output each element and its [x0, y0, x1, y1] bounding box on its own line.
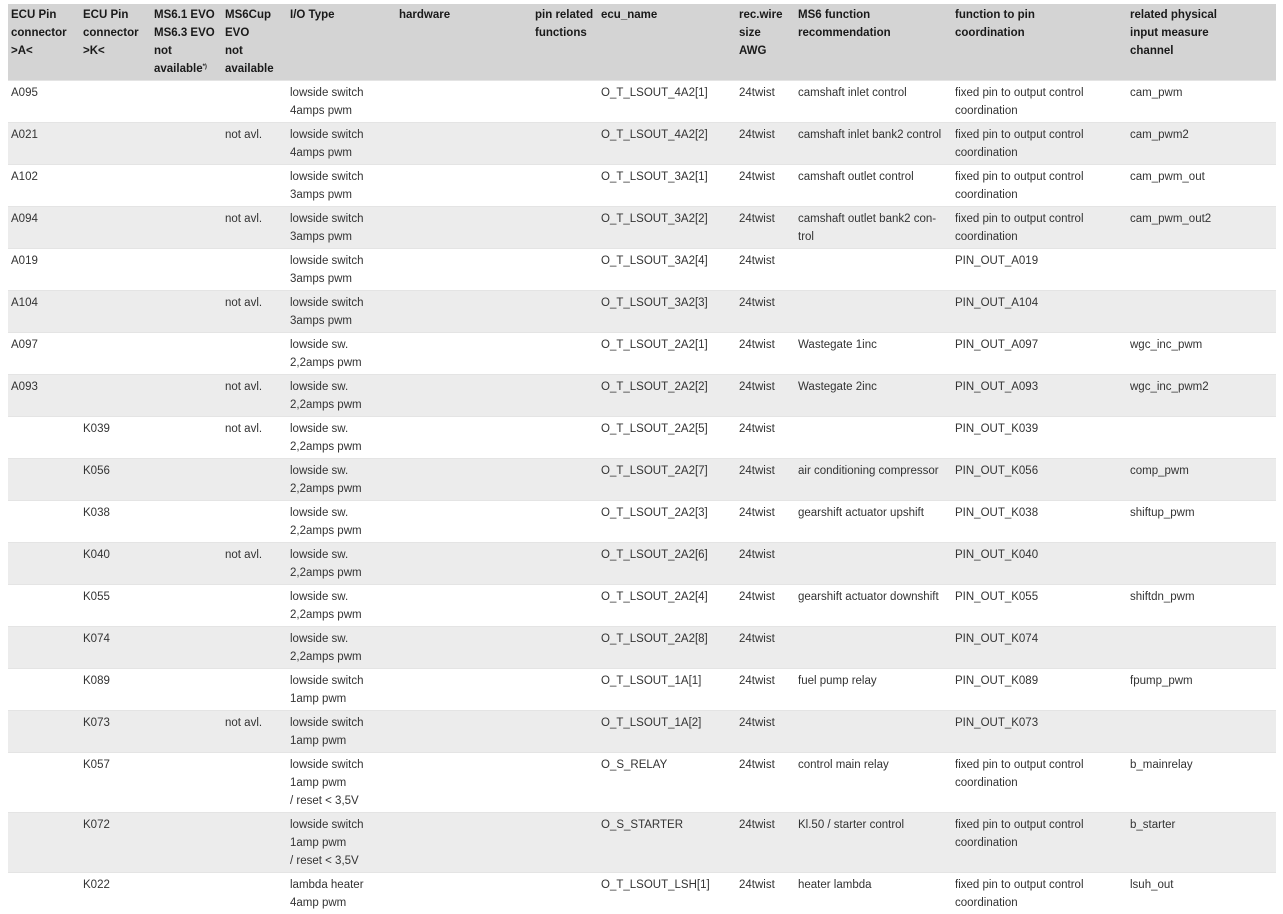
cell-pin-a [8, 753, 80, 813]
cell-hardware [396, 501, 532, 543]
cell-ecu-name: O_T_LSOUT_3A2[3] [598, 291, 736, 333]
table-row [8, 753, 1276, 813]
cell-physical-channel: comp_pwm [1127, 459, 1276, 501]
cell-ecu-name: O_T_LSOUT_1A[2] [598, 711, 736, 753]
cell-io-type: lowside sw. 2,2amps pwm [287, 417, 396, 459]
cell-ms6-function: heater lambda [795, 873, 952, 914]
cell-ecu-name: O_T_LSOUT_1A[1] [598, 669, 736, 711]
cell-wire-size: 24twist [736, 711, 795, 753]
cell-io-type: lowside switch 3amps pwm [287, 207, 396, 249]
cell-function-to-pin: fixed pin to output control coordination [952, 813, 1127, 873]
cell-ms61-ms63 [151, 585, 222, 627]
cell-pin-functions [532, 669, 598, 711]
cell-ms6cup [222, 585, 287, 627]
cell-function-to-pin: PIN_OUT_K055 [952, 585, 1127, 627]
cell-io-type: lowside sw. 2,2amps pwm [287, 333, 396, 375]
cell-wire-size: 24twist [736, 249, 795, 291]
cell-ms6cup: not avl. [222, 207, 287, 249]
cell-pin-functions [532, 585, 598, 627]
cell-pin-a [8, 417, 80, 459]
cell-ms6-function [795, 291, 952, 333]
cell-function-to-pin: PIN_OUT_A097 [952, 333, 1127, 375]
cell-pin-a [8, 627, 80, 669]
cell-ms61-ms63 [151, 417, 222, 459]
cell-io-type: lowside sw. 2,2amps pwm [287, 375, 396, 417]
table-row [8, 543, 1276, 585]
cell-ecu-name: O_T_LSOUT_LSH[1] [598, 873, 736, 914]
cell-wire-size: 24twist [736, 165, 795, 207]
cell-function-to-pin: PIN_OUT_K038 [952, 501, 1127, 543]
cell-ms6-function: air conditioning compressor [795, 459, 952, 501]
cell-hardware [396, 543, 532, 585]
cell-wire-size: 24twist [736, 333, 795, 375]
cell-ms6-function: control main relay [795, 753, 952, 813]
header-hardware: hardware [396, 4, 532, 81]
cell-ms6-function: camshaft inlet control [795, 81, 952, 123]
cell-ms6cup [222, 81, 287, 123]
cell-pin-a [8, 669, 80, 711]
cell-ms61-ms63 [151, 753, 222, 813]
cell-ms6-function: camshaft outlet control [795, 165, 952, 207]
cell-ms61-ms63 [151, 249, 222, 291]
cell-ms6cup [222, 753, 287, 813]
cell-pin-functions [532, 711, 598, 753]
cell-ecu-name: O_S_STARTER [598, 813, 736, 873]
cell-ms6cup [222, 501, 287, 543]
cell-physical-channel [1127, 627, 1276, 669]
table-row [8, 165, 1276, 207]
cell-pin-k [80, 165, 151, 207]
cell-hardware [396, 627, 532, 669]
cell-ms6cup [222, 165, 287, 207]
cell-hardware [396, 753, 532, 813]
table-row [8, 123, 1276, 165]
cell-ms6cup [222, 873, 287, 914]
cell-physical-channel [1127, 249, 1276, 291]
cell-pin-k: K022 [80, 873, 151, 914]
cell-physical-channel: wgc_inc_pwm [1127, 333, 1276, 375]
cell-hardware [396, 333, 532, 375]
cell-pin-functions [532, 813, 598, 873]
cell-wire-size: 24twist [736, 501, 795, 543]
cell-pin-k [80, 249, 151, 291]
cell-pin-functions [532, 207, 598, 249]
cell-hardware [396, 813, 532, 873]
cell-io-type: lowside sw. 2,2amps pwm [287, 459, 396, 501]
cell-ms61-ms63 [151, 123, 222, 165]
cell-wire-size: 24twist [736, 585, 795, 627]
cell-physical-channel: cam_pwm2 [1127, 123, 1276, 165]
cell-pin-a [8, 813, 80, 873]
header-ms61-label: MS6.1 EVO MS6.3 EVO not available [154, 9, 215, 75]
cell-io-type: lowside switch 3amps pwm [287, 291, 396, 333]
cell-function-to-pin: PIN_OUT_A093 [952, 375, 1127, 417]
cell-wire-size: 24twist [736, 753, 795, 813]
cell-hardware [396, 165, 532, 207]
cell-function-to-pin: PIN_OUT_K056 [952, 459, 1127, 501]
footnote-mark: *) [203, 64, 207, 70]
cell-pin-a: A102 [8, 165, 80, 207]
cell-io-type: lowside sw. 2,2amps pwm [287, 627, 396, 669]
cell-ecu-name: O_T_LSOUT_2A2[4] [598, 585, 736, 627]
cell-ms61-ms63 [151, 333, 222, 375]
cell-wire-size: 24twist [736, 459, 795, 501]
cell-ms6-function [795, 711, 952, 753]
cell-ms6cup: not avl. [222, 123, 287, 165]
ecu-pin-table [8, 4, 1276, 914]
cell-ms61-ms63 [151, 375, 222, 417]
cell-ecu-name: O_S_RELAY [598, 753, 736, 813]
cell-ms6-function: fuel pump relay [795, 669, 952, 711]
cell-ms61-ms63 [151, 501, 222, 543]
cell-wire-size: 24twist [736, 375, 795, 417]
cell-pin-a: A019 [8, 249, 80, 291]
cell-pin-k: K055 [80, 585, 151, 627]
cell-ms61-ms63 [151, 627, 222, 669]
cell-pin-functions [532, 501, 598, 543]
cell-pin-a: A104 [8, 291, 80, 333]
cell-hardware [396, 249, 532, 291]
cell-pin-a: A095 [8, 81, 80, 123]
table-row [8, 813, 1276, 873]
header-ecu-pin-k: ECU Pin connector >K< [80, 4, 151, 81]
cell-ms6cup: not avl. [222, 375, 287, 417]
cell-ecu-name: O_T_LSOUT_2A2[6] [598, 543, 736, 585]
cell-pin-functions [532, 249, 598, 291]
header-io-type: I/O Type [287, 4, 396, 81]
cell-physical-channel: b_mainrelay [1127, 753, 1276, 813]
cell-hardware [396, 291, 532, 333]
cell-pin-k: K074 [80, 627, 151, 669]
cell-ms6-function [795, 249, 952, 291]
cell-io-type: lowside sw. 2,2amps pwm [287, 501, 396, 543]
cell-pin-k [80, 207, 151, 249]
table-row [8, 627, 1276, 669]
cell-hardware [396, 459, 532, 501]
table-row [8, 291, 1276, 333]
cell-pin-a: A094 [8, 207, 80, 249]
cell-ms6-function: Wastegate 2inc [795, 375, 952, 417]
table-row [8, 873, 1276, 914]
cell-pin-k [80, 123, 151, 165]
cell-ms6cup [222, 627, 287, 669]
cell-wire-size: 24twist [736, 669, 795, 711]
cell-pin-functions [532, 165, 598, 207]
cell-ms61-ms63 [151, 543, 222, 585]
header-ms61-ms63-not-available [151, 4, 222, 81]
cell-pin-k [80, 291, 151, 333]
cell-ms6cup [222, 669, 287, 711]
cell-wire-size: 24twist [736, 291, 795, 333]
cell-pin-functions [532, 459, 598, 501]
cell-ms6-function [795, 417, 952, 459]
cell-ms6cup: not avl. [222, 543, 287, 585]
cell-wire-size: 24twist [736, 543, 795, 585]
table-row [8, 207, 1276, 249]
cell-function-to-pin: fixed pin to output control coordination [952, 165, 1127, 207]
cell-function-to-pin: fixed pin to output control coordination [952, 207, 1127, 249]
cell-wire-size: 24twist [736, 123, 795, 165]
cell-ms61-ms63 [151, 81, 222, 123]
cell-pin-k: K057 [80, 753, 151, 813]
cell-physical-channel: shiftdn_pwm [1127, 585, 1276, 627]
header-ms6cup-not-available: MS6Cup EVO not available [222, 4, 287, 81]
cell-io-type: lowside switch 3amps pwm [287, 249, 396, 291]
cell-io-type: lowside switch 1amp pwm [287, 669, 396, 711]
cell-ms61-ms63 [151, 873, 222, 914]
table-row [8, 459, 1276, 501]
cell-physical-channel: shiftup_pwm [1127, 501, 1276, 543]
table-row [8, 81, 1276, 123]
cell-ecu-name: O_T_LSOUT_2A2[7] [598, 459, 736, 501]
cell-ms61-ms63 [151, 459, 222, 501]
cell-wire-size: 24twist [736, 81, 795, 123]
cell-ecu-name: O_T_LSOUT_2A2[8] [598, 627, 736, 669]
cell-function-to-pin: PIN_OUT_A104 [952, 291, 1127, 333]
cell-physical-channel: cam_pwm [1127, 81, 1276, 123]
cell-ecu-name: O_T_LSOUT_3A2[4] [598, 249, 736, 291]
cell-ecu-name: O_T_LSOUT_2A2[3] [598, 501, 736, 543]
cell-pin-functions [532, 291, 598, 333]
cell-ms6cup: not avl. [222, 291, 287, 333]
table-header-row [8, 4, 1276, 81]
cell-wire-size: 24twist [736, 207, 795, 249]
cell-ms61-ms63 [151, 669, 222, 711]
cell-function-to-pin: PIN_OUT_A019 [952, 249, 1127, 291]
cell-function-to-pin: fixed pin to output control coordination [952, 753, 1127, 813]
cell-pin-functions [532, 627, 598, 669]
cell-pin-k: K038 [80, 501, 151, 543]
cell-physical-channel [1127, 711, 1276, 753]
cell-hardware [396, 669, 532, 711]
cell-wire-size: 24twist [736, 873, 795, 914]
cell-pin-a [8, 459, 80, 501]
table-row [8, 417, 1276, 459]
cell-hardware [396, 873, 532, 914]
cell-ecu-name: O_T_LSOUT_4A2[1] [598, 81, 736, 123]
cell-hardware [396, 81, 532, 123]
cell-pin-a: A093 [8, 375, 80, 417]
cell-ecu-name: O_T_LSOUT_3A2[1] [598, 165, 736, 207]
header-wire-size: rec.wire size AWG [736, 4, 795, 81]
cell-pin-a: A021 [8, 123, 80, 165]
cell-ecu-name: O_T_LSOUT_2A2[5] [598, 417, 736, 459]
cell-pin-a [8, 501, 80, 543]
cell-physical-channel: fpump_pwm [1127, 669, 1276, 711]
cell-ms6-function: Wastegate 1inc [795, 333, 952, 375]
cell-ms61-ms63 [151, 207, 222, 249]
cell-function-to-pin: PIN_OUT_K073 [952, 711, 1127, 753]
cell-function-to-pin: PIN_OUT_K040 [952, 543, 1127, 585]
cell-hardware [396, 207, 532, 249]
cell-ms6cup [222, 459, 287, 501]
cell-physical-channel [1127, 543, 1276, 585]
cell-pin-functions [532, 417, 598, 459]
table-row [8, 249, 1276, 291]
cell-pin-k: K072 [80, 813, 151, 873]
cell-ms6-function [795, 543, 952, 585]
cell-function-to-pin: PIN_OUT_K039 [952, 417, 1127, 459]
cell-pin-k [80, 81, 151, 123]
header-ms6-function: MS6 function recommendation [795, 4, 952, 81]
table-row [8, 711, 1276, 753]
cell-ms61-ms63 [151, 813, 222, 873]
cell-pin-k [80, 333, 151, 375]
cell-io-type: lowside sw. 2,2amps pwm [287, 585, 396, 627]
cell-ecu-name: O_T_LSOUT_2A2[2] [598, 375, 736, 417]
cell-ms6-function: gearshift actuator upshift [795, 501, 952, 543]
cell-ms6-function: camshaft outlet bank2 con- trol [795, 207, 952, 249]
cell-pin-k: K040 [80, 543, 151, 585]
cell-io-type: lambda heater 4amp pwm [287, 873, 396, 914]
cell-function-to-pin: PIN_OUT_K074 [952, 627, 1127, 669]
cell-ms6-function [795, 627, 952, 669]
cell-hardware [396, 123, 532, 165]
cell-pin-k: K056 [80, 459, 151, 501]
cell-io-type: lowside switch 1amp pwm / reset < 3,5V [287, 813, 396, 873]
table-row [8, 375, 1276, 417]
cell-wire-size: 24twist [736, 813, 795, 873]
cell-pin-k [80, 375, 151, 417]
cell-pin-functions [532, 753, 598, 813]
cell-ms6cup [222, 813, 287, 873]
cell-io-type: lowside switch 4amps pwm [287, 123, 396, 165]
cell-pin-functions [532, 333, 598, 375]
cell-hardware [396, 417, 532, 459]
cell-physical-channel: cam_pwm_out2 [1127, 207, 1276, 249]
cell-ms6-function: camshaft inlet bank2 control [795, 123, 952, 165]
cell-pin-k: K073 [80, 711, 151, 753]
table-row [8, 669, 1276, 711]
cell-io-type: lowside switch 3amps pwm [287, 165, 396, 207]
cell-pin-k: K089 [80, 669, 151, 711]
cell-io-type: lowside switch 1amp pwm [287, 711, 396, 753]
table-row [8, 333, 1276, 375]
cell-ms6-function: gearshift actuator downshift [795, 585, 952, 627]
cell-pin-functions [532, 81, 598, 123]
cell-ecu-name: O_T_LSOUT_2A2[1] [598, 333, 736, 375]
cell-pin-functions [532, 375, 598, 417]
header-ecu-pin-a: ECU Pin connector >A< [8, 4, 80, 81]
cell-ecu-name: O_T_LSOUT_4A2[2] [598, 123, 736, 165]
cell-function-to-pin: PIN_OUT_K089 [952, 669, 1127, 711]
table-body [8, 81, 1276, 914]
cell-pin-functions [532, 123, 598, 165]
cell-pin-a [8, 585, 80, 627]
cell-ms61-ms63 [151, 711, 222, 753]
cell-ms61-ms63 [151, 165, 222, 207]
cell-pin-k: K039 [80, 417, 151, 459]
cell-ms61-ms63 [151, 291, 222, 333]
cell-io-type: lowside switch 1amp pwm / reset < 3,5V [287, 753, 396, 813]
cell-physical-channel: cam_pwm_out [1127, 165, 1276, 207]
cell-io-type: lowside sw. 2,2amps pwm [287, 543, 396, 585]
header-function-to-pin: function to pin coordination [952, 4, 1127, 81]
cell-ms6cup [222, 333, 287, 375]
table-row [8, 585, 1276, 627]
cell-function-to-pin: fixed pin to output control coordination [952, 81, 1127, 123]
cell-pin-functions [532, 873, 598, 914]
cell-ecu-name: O_T_LSOUT_3A2[2] [598, 207, 736, 249]
header-ecu-name: ecu_name [598, 4, 736, 81]
cell-hardware [396, 375, 532, 417]
header-physical-input-channel: related physical input measure channel [1127, 4, 1276, 81]
cell-function-to-pin: fixed pin to output control coordination [952, 123, 1127, 165]
cell-physical-channel [1127, 291, 1276, 333]
cell-physical-channel [1127, 417, 1276, 459]
cell-ms6cup: not avl. [222, 417, 287, 459]
cell-hardware [396, 585, 532, 627]
cell-pin-functions [532, 543, 598, 585]
cell-hardware [396, 711, 532, 753]
cell-physical-channel: lsuh_out [1127, 873, 1276, 914]
cell-pin-a [8, 711, 80, 753]
cell-wire-size: 24twist [736, 417, 795, 459]
cell-physical-channel: b_starter [1127, 813, 1276, 873]
table-row [8, 501, 1276, 543]
cell-function-to-pin: fixed pin to output control coordination [952, 873, 1127, 914]
cell-io-type: lowside switch 4amps pwm [287, 81, 396, 123]
header-pin-related-functions: pin related functions [532, 4, 598, 81]
cell-wire-size: 24twist [736, 627, 795, 669]
cell-physical-channel: wgc_inc_pwm2 [1127, 375, 1276, 417]
cell-ms6-function: Kl.50 / starter control [795, 813, 952, 873]
cell-ms6cup [222, 249, 287, 291]
cell-ms6cup: not avl. [222, 711, 287, 753]
cell-pin-a [8, 543, 80, 585]
cell-pin-a: A097 [8, 333, 80, 375]
cell-pin-a [8, 873, 80, 914]
